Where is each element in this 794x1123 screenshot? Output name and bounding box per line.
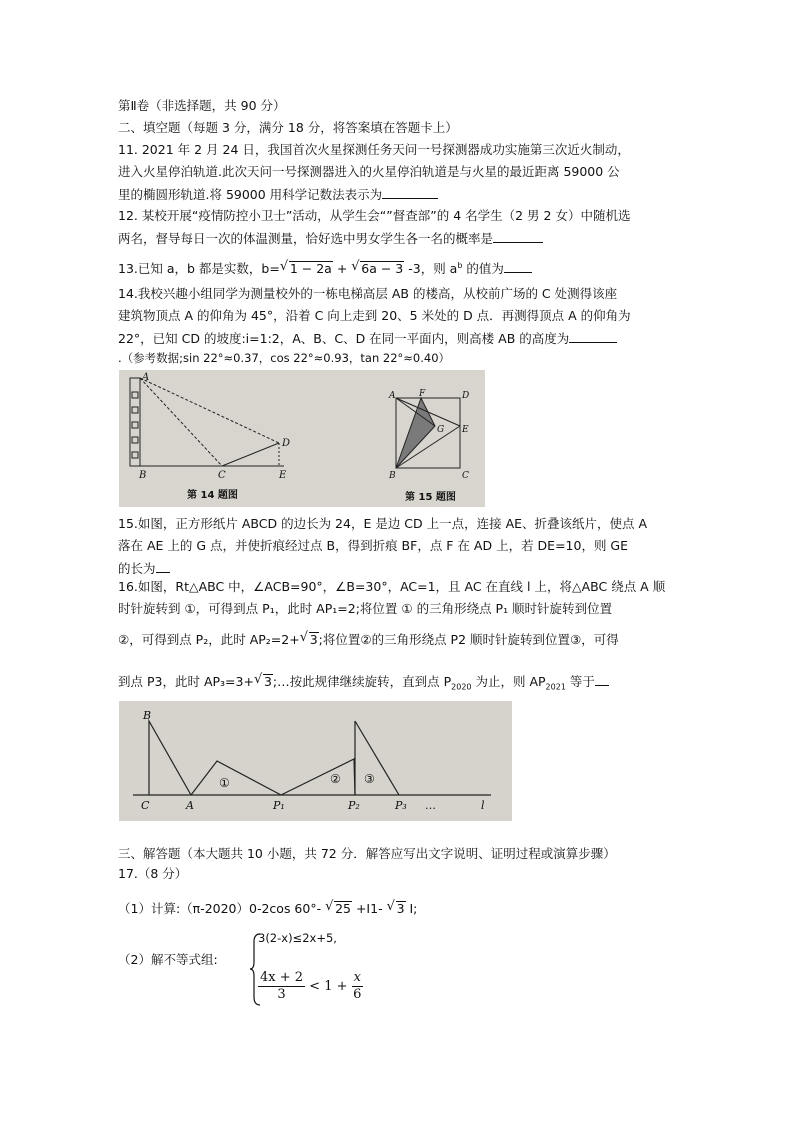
q12-text: 两名，督导每日一次的体温测量，恰好选中男女学生各一名的概率是 — [118, 231, 494, 246]
q14-line4: .（参考数据;sin 22°≈0.37，cos 22°≈0.93，tan 22°≈0.40） — [118, 351, 451, 365]
fig16-label-a: A — [186, 799, 194, 812]
fraction — [352, 970, 363, 1003]
fig15-label-a: A — [389, 391, 396, 401]
answer-blank — [504, 259, 532, 273]
q12-line2 — [118, 229, 543, 248]
q13-end: 的值为 — [462, 261, 504, 277]
answer-blank — [569, 329, 617, 343]
q13-radicand1: 1 − 2a — [289, 261, 332, 277]
frac1-num: 4x + 2 — [260, 970, 304, 985]
q13-radicand2: 6a − 3 — [361, 261, 404, 277]
q17-part1-end: I; — [405, 901, 418, 916]
q17-part1-mid: +I1- — [351, 901, 387, 916]
q17-part1 — [118, 900, 417, 918]
fig16-position-3: ③ — [364, 772, 375, 786]
ineq2 — [258, 970, 363, 1003]
q17-head: 17.（8 分） — [118, 866, 188, 881]
answer-blank — [156, 559, 170, 573]
q16-sub2: 2021 — [545, 682, 566, 692]
q16-radicand: 3 — [263, 674, 272, 689]
fig15-label-b: B — [389, 471, 396, 481]
fig16-label-p3: P₃ — [395, 799, 407, 812]
section-header: 第Ⅱ卷（非选择题，共 90 分） — [118, 98, 286, 113]
q17-radicand1: 25 — [335, 901, 351, 916]
q14-text: 22°，已知 CD 的坡度:i=1:2，A、B、C、D 在同一平面内，则高楼 AB 的高度为 — [118, 331, 570, 346]
q13-line — [118, 257, 532, 278]
q13-plus: + — [332, 261, 352, 277]
fig15-label-g: G — [437, 425, 445, 435]
q15-text: 的长为 — [118, 561, 156, 576]
ineq1: 3(2-x)≤2x+5, — [258, 931, 337, 945]
figures-14-15-photo — [119, 370, 485, 507]
q17-radicand2: 3 — [396, 901, 405, 916]
q11-line2: 进入火星停泊轨道.此次天问一号探测器进入的火星停泊轨道是与火星的最近距离 59000 公 — [118, 164, 620, 179]
fig16-position-1: ① — [219, 776, 230, 790]
fig16-label-p1: P₁ — [273, 799, 285, 812]
q11-line1: 11. 2021 年 2 月 24 日，我国首次火星探测任务天问一号探测器成功实施第三次近火制动， — [118, 142, 630, 157]
q15-line3 — [118, 559, 170, 578]
q16-line2: 时针旋转到 ①，可得到点 P₁，此时 AP₁=2;将位置 ① 的三角形绕点 P₁ 顺时针旋转到位置 — [118, 601, 613, 616]
fill-in-title: 二、填空题（每题 3 分，满分 18 分，将答案填在答题卡上） — [118, 120, 458, 135]
q17-part1-prefix: （1）计算:（π-2020）0-2cos 60°- — [118, 901, 326, 916]
figure15-caption: 第 15 题图 — [405, 492, 456, 503]
q13-sup: b — [457, 261, 463, 270]
q16-line4d: 等于 — [565, 674, 595, 689]
q13-prefix: 13.已知 a，b 都是实数，b= — [118, 261, 280, 277]
q14-line2: 建筑物顶点 A 的仰角为 45°，沿着 C 向上走到 20、5 米处的 D 点．再测得顶点 A 的仰角为 — [118, 308, 631, 323]
sqrt-symbol — [387, 900, 406, 918]
frac2-den: 6 — [353, 987, 362, 1002]
q15-line1: 15.如图，正方形纸片 ABCD 的边长为 24，E 是边 CD 上一点，连接 AE、折叠该纸片，使点 A — [118, 516, 648, 531]
q16-line3b: ;将位置②的三角形绕点 P2 顺时针旋转到位置③，可得 — [318, 632, 619, 647]
fraction — [258, 970, 305, 1003]
q16-line3a: ②，可得到点 P₂，此时 AP₂=2+ — [118, 632, 300, 647]
figure16-photo — [119, 701, 512, 821]
q16-line4 — [118, 672, 609, 697]
fig16-position-2: ② — [330, 772, 341, 786]
fig16-label-l: l — [481, 799, 485, 812]
figure16-svg — [119, 701, 512, 821]
answer-blank — [595, 672, 609, 686]
q14-line3 — [118, 329, 617, 348]
q14-line1: 14.我校兴趣小组同学为测量校外的一栋电梯高层 AB 的楼高，从校前广场的 C 处测得该座 — [118, 286, 618, 301]
ineq2-mid: < 1 + — [305, 979, 352, 994]
q12-line1: 12. 某校开展“疫情防控小卫士”活动，从学生会“”督查部”的 4 名学生（2 男 2 女）中随机选 — [118, 208, 631, 223]
q16-line4a: 到点 P3，此时 AP₃=3+ — [118, 674, 254, 689]
fig16-label-p2: P₂ — [348, 799, 360, 812]
fig14-label-d: D — [282, 438, 291, 449]
fig16-label-b: B — [143, 709, 152, 722]
sqrt-symbol — [254, 673, 273, 691]
sqrt-symbol — [351, 260, 404, 278]
frac1-den: 3 — [277, 987, 286, 1002]
fig16-label-c: C — [141, 799, 150, 812]
q16-line4c: 为止，则 AP — [471, 674, 546, 689]
fig15-label-f: F — [419, 389, 426, 399]
section3-title: 三、解答题（本大题共 10 小题，共 72 分．解答应写出文字说明、证明过程或演算步骤） — [118, 846, 616, 861]
q15-line2: 落在 AE 上的 G 点，并使折痕经过点 B，得到折痕 BF，点 F 在 AD 上，若 DE=10，则 GE — [118, 538, 629, 553]
fig14-label-a: A — [142, 372, 150, 383]
q16-line1: 16.如图，Rt△ABC 中，∠ACB=90°，∠B=30°，AC=1，且 AC 在直线 l 上，将△ABC 绕点 A 顺 — [118, 579, 666, 594]
fig15-label-d: D — [462, 391, 470, 401]
sqrt-symbol — [280, 260, 333, 278]
q16-line4b: ;…按此规律继续旋转，直到点 P — [272, 674, 452, 689]
q13-suffix: -3，则 a — [404, 261, 458, 277]
fig15-label-e: E — [462, 425, 469, 435]
fig14-label-e: E — [279, 470, 287, 481]
sqrt-symbol — [300, 631, 319, 649]
figure14-caption: 第 14 题图 — [187, 490, 238, 501]
q17-part2-label: （2）解不等式组: — [118, 952, 218, 967]
figures-14-15-svg — [119, 370, 485, 507]
fig16-ellipsis: … — [425, 799, 436, 812]
sqrt-symbol — [325, 900, 352, 918]
fig14-label-c: C — [218, 470, 226, 481]
fig14-label-b: B — [139, 470, 147, 481]
q16-radicand: 3 — [309, 632, 318, 647]
q11-line3 — [118, 185, 438, 204]
frac2-num: x — [353, 970, 361, 985]
q16-line3 — [118, 631, 619, 649]
q11-text: 里的椭圆形轨道.将 59000 用科学记数法表示为 — [118, 187, 383, 202]
answer-blank — [493, 229, 543, 243]
answer-blank — [382, 185, 438, 199]
fig15-label-c: C — [462, 471, 469, 481]
q16-sub1: 2020 — [451, 682, 472, 692]
